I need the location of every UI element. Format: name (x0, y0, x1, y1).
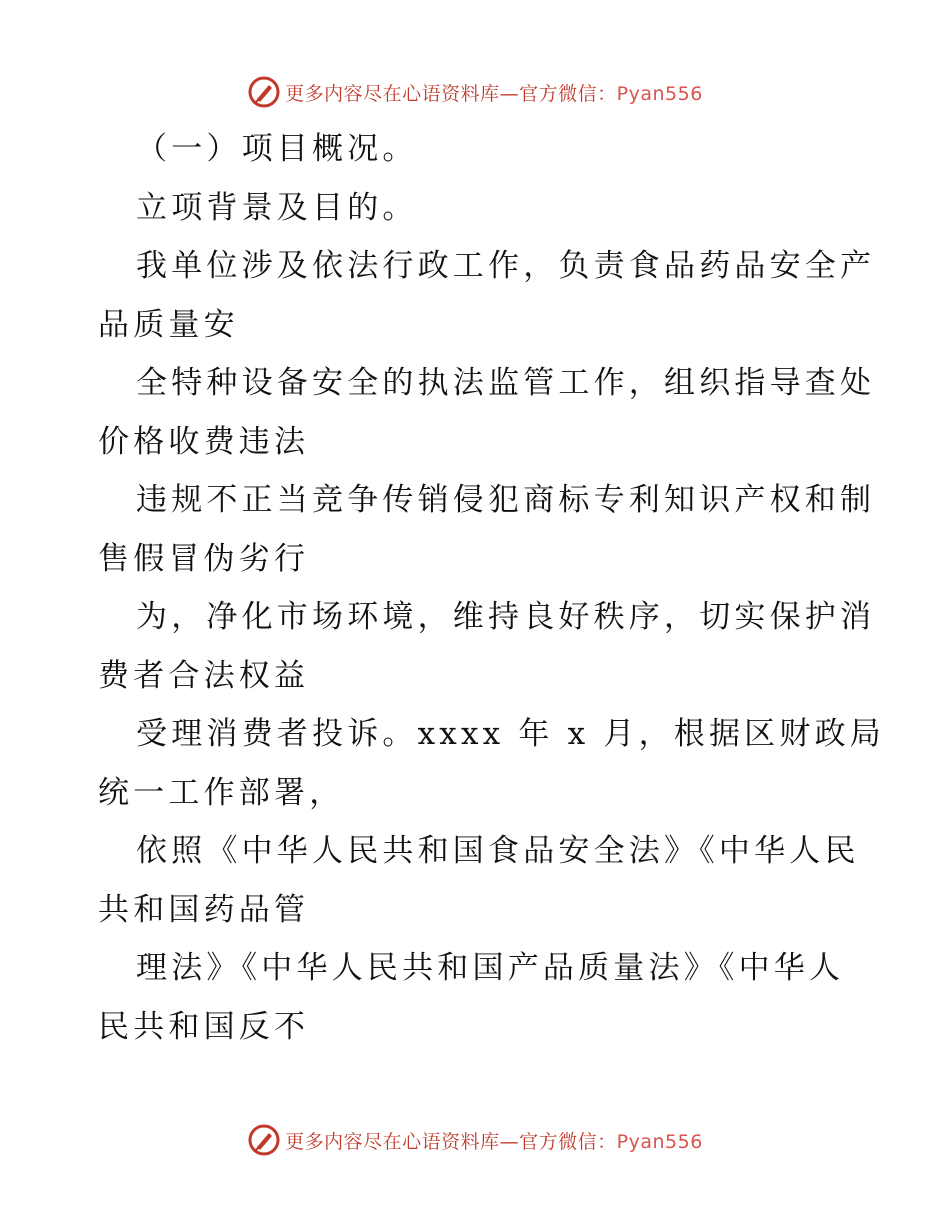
text-line: 品质量安 (98, 306, 239, 343)
text-line: 共和国药品管 (98, 891, 310, 928)
pen-seal-icon (247, 75, 281, 109)
footer-watermark (0, 1120, 950, 1160)
watermark-text: 更多内容尽在心语资料库—官方微信：Pyan556 (285, 82, 703, 105)
text-line: 受理消费者投诉。xxxx 年 x 月，根据区财政局 (136, 716, 885, 752)
text-line: 理法》《中华人民共和国产品质量法》《中华人 (136, 950, 845, 986)
watermark-text: 更多内容尽在心语资料库—官方微信：Pyan556 (285, 1130, 703, 1153)
text-line: 统一工作部署， (98, 774, 345, 811)
text-line: 我单位涉及依法行政工作，负责食品药品安全产 (136, 248, 876, 284)
text-line: 依照《中华人民共和国食品安全法》《中华人民 (136, 833, 860, 869)
header-watermark (0, 72, 950, 112)
text-line: 违规不正当竞争传销侵犯商标专利知识产权和制 (136, 482, 876, 518)
text-line: 价格收费违法 (98, 423, 310, 460)
document-body (98, 120, 885, 1056)
text-line: 民共和国反不 (98, 1008, 310, 1045)
wechat-id: Pyan556 (616, 1130, 703, 1153)
text-line: （一）项目概况。 (136, 131, 418, 167)
wechat-id: Pyan556 (616, 82, 703, 105)
text-line: 立项背景及目的。 (136, 189, 418, 226)
text-line: 为，净化市场环境，维持良好秩序，切实保护消 (136, 599, 876, 635)
pen-seal-icon (247, 1123, 281, 1157)
text-line: 售假冒伪劣行 (98, 540, 310, 577)
text-line: 费者合法权益 (98, 657, 310, 694)
text-line: 全特种设备安全的执法监管工作，组织指导查处 (136, 365, 876, 401)
